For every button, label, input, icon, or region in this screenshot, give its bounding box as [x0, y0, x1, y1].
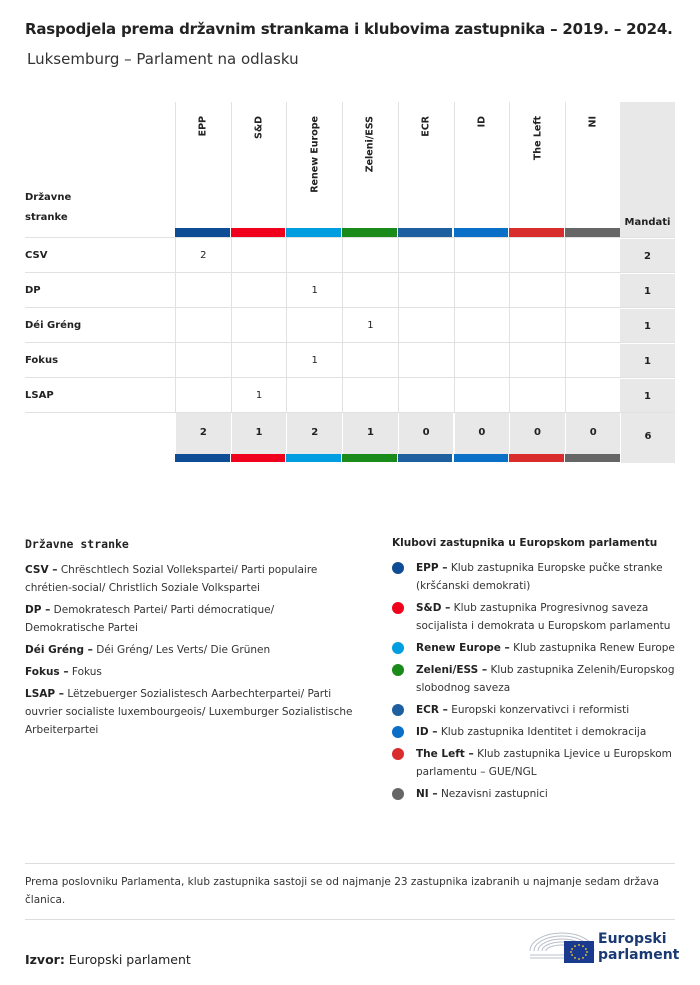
- group-header-4: [398, 102, 454, 238]
- political-group-legend-item: [392, 639, 682, 657]
- group-color-bar-bottom-1: [231, 453, 286, 462]
- party-name: CSV: [25, 250, 48, 261]
- group-color-bar-top-5: [454, 228, 509, 237]
- seat-cell: [175, 378, 231, 413]
- group-header-7: [565, 102, 621, 238]
- legend-abbr: NI –: [416, 788, 438, 800]
- seat-cell: [231, 238, 287, 273]
- legend-text: Demokratesch Partei/ Parti démocratique/ Demokratische Partei: [25, 604, 275, 634]
- political-group-legend-item: [392, 723, 682, 741]
- group-color-bar-top-6: [509, 228, 564, 237]
- seat-cell: [509, 238, 565, 273]
- legend-text: Klub zastupnika Renew Europe: [509, 642, 675, 654]
- mandati-cell: 1: [620, 378, 675, 413]
- national-party-legend-item: [25, 641, 355, 659]
- party-name: Déi Gréng: [25, 320, 82, 331]
- seat-cell: 1: [231, 378, 287, 413]
- table-row: [25, 307, 675, 342]
- group-header-5: [454, 102, 510, 238]
- political-group-legend-item: [392, 745, 682, 781]
- row-header-label: Državne stranke: [25, 192, 72, 223]
- legend-text: Klub zastupnika Identitet i demokracija: [437, 726, 647, 738]
- political-group-legend-item: [392, 785, 682, 803]
- total-cell: 0: [509, 413, 565, 454]
- seat-cell: [175, 343, 231, 378]
- totals-row: [25, 412, 675, 454]
- group-color-dot-icon: [392, 562, 404, 574]
- political-group-legend-item: [392, 559, 682, 595]
- seat-cell: [398, 343, 454, 378]
- grand-total-cell: 6: [620, 413, 675, 463]
- legend-national-parties: [25, 537, 355, 743]
- table-row: [25, 272, 675, 307]
- page-subtitle: Luksemburg – Parlament na odlasku: [27, 50, 299, 68]
- party-name: LSAP: [25, 390, 54, 401]
- group-color-dot-icon: [392, 602, 404, 614]
- legend-abbr: S&D –: [416, 602, 451, 614]
- legend-abbr: EPP –: [416, 562, 448, 574]
- table-row: [25, 237, 675, 272]
- legend-abbr: CSV –: [25, 564, 58, 576]
- group-color-bar-top-2: [286, 228, 341, 237]
- group-header-label: S&D: [253, 116, 265, 140]
- seat-cell: [398, 273, 454, 308]
- legend-text: Europski konzervativci i reformisti: [447, 704, 630, 716]
- party-name: DP: [25, 285, 41, 296]
- hemicycle-icon: [528, 927, 596, 967]
- footnote: Prema poslovniku Parlamenta, klub zastupnika sastoji se od najmanje 23 zastupnika izabranih u najmanje sedam država članica.: [25, 863, 675, 920]
- group-color-bar-top-7: [565, 228, 620, 237]
- group-color-dot-icon: [392, 664, 404, 676]
- seat-cell: [565, 308, 621, 343]
- seat-cell: [231, 343, 287, 378]
- group-color-bar-bottom-4: [398, 453, 453, 462]
- group-header-3: [342, 102, 398, 238]
- legend-abbr: Renew Europe –: [416, 642, 510, 654]
- seat-cell: 1: [286, 273, 342, 308]
- national-party-legend-item: [25, 601, 355, 637]
- group-color-dot-icon: [392, 704, 404, 716]
- ep-logo: [528, 927, 678, 967]
- seat-cell: [286, 238, 342, 273]
- political-group-legend-item: [392, 701, 682, 719]
- national-party-legend-item: [25, 663, 355, 681]
- total-cell: 1: [342, 413, 398, 454]
- group-color-bar-top-4: [398, 228, 453, 237]
- legend-abbr: DP –: [25, 604, 51, 616]
- group-header-label: ECR: [420, 116, 432, 137]
- ep-logo-line1: Europski: [598, 931, 667, 947]
- seat-cell: [509, 343, 565, 378]
- seat-cell: [565, 273, 621, 308]
- legend-abbr: ECR –: [416, 704, 448, 716]
- group-color-bar-bottom-5: [454, 453, 509, 462]
- source: [25, 952, 191, 967]
- group-header-6: [509, 102, 565, 238]
- legend-text: Nezavisni zastupnici: [437, 788, 548, 800]
- group-color-dot-icon: [392, 642, 404, 654]
- page-title: Raspodjela prema državnim strankama i klubovima zastupnika – 2019. – 2024.: [25, 20, 673, 38]
- group-color-bar-bottom-0: [175, 453, 230, 462]
- national-party-legend-item: [25, 561, 355, 597]
- mandati-cell: 2: [620, 238, 675, 273]
- ep-logo-text: [598, 931, 679, 963]
- group-header-label: Zeleni/ESS: [364, 116, 376, 173]
- seat-cell: [454, 273, 510, 308]
- group-color-bar-top-3: [342, 228, 397, 237]
- seat-cell: [286, 308, 342, 343]
- mandati-header: [620, 102, 675, 238]
- total-cell: 1: [231, 413, 287, 454]
- seat-cell: [231, 273, 287, 308]
- seat-cell: 2: [175, 238, 231, 273]
- legend-abbr: ID –: [416, 726, 438, 738]
- group-color-dot-icon: [392, 726, 404, 738]
- legend-abbr: LSAP –: [25, 688, 64, 700]
- legend-abbr: The Left –: [416, 748, 474, 760]
- seat-cell: [398, 238, 454, 273]
- total-cell: 0: [398, 413, 454, 454]
- group-color-bar-bottom-7: [565, 453, 620, 462]
- seat-cell: [454, 343, 510, 378]
- legend-text: Lëtzebuerger Sozialistesch Aarbechterpartei/ Parti ouvrier socialiste luxembourgeois/ Luxemburger Sozialistische Arbeiterpartei: [25, 688, 353, 736]
- legend-abbr: Zeleni/ESS –: [416, 664, 488, 676]
- total-cell: 2: [175, 413, 231, 454]
- group-header-label: The Left: [532, 116, 544, 161]
- legend-text: Fokus: [68, 666, 102, 678]
- seat-cell: 1: [286, 343, 342, 378]
- seat-cell: [565, 343, 621, 378]
- source-value: Europski parlament: [64, 952, 191, 967]
- mandati-cell: 1: [620, 273, 675, 308]
- group-header-2: [286, 102, 342, 238]
- group-color-bar-bottom-6: [509, 453, 564, 462]
- political-group-legend-item: [392, 661, 682, 697]
- legend-text: Klub zastupnika Progresivnog saveza socijalista i demokrata u Europskom parlamentu: [416, 602, 671, 632]
- legend-text: Klub zastupnika Ljevice u Europskom parlamentu – GUE/NGL: [416, 748, 672, 778]
- party-name: Fokus: [25, 355, 59, 366]
- political-group-legend-item: [392, 599, 682, 635]
- seat-cell: [342, 238, 398, 273]
- seat-cell: [509, 273, 565, 308]
- mandati-cell: 1: [620, 343, 675, 378]
- legend-text: Klub zastupnika Europske pučke stranke (kršćanski demokrati): [416, 562, 663, 592]
- mandati-header-label: Mandati: [624, 217, 671, 228]
- seat-cell: [565, 378, 621, 413]
- table-row: [25, 342, 675, 377]
- legend-abbr: Déi Gréng –: [25, 644, 93, 656]
- seat-cell: [454, 378, 510, 413]
- seat-cell: [342, 378, 398, 413]
- group-color-bar-bottom-2: [286, 453, 341, 462]
- seat-cell: [175, 273, 231, 308]
- group-header-label: Renew Europe: [309, 116, 321, 193]
- seat-cell: 1: [342, 308, 398, 343]
- seat-cell: [175, 308, 231, 343]
- legend-political-groups-title: Klubovi zastupnika u Europskom parlamentu: [392, 537, 658, 549]
- total-cell: 2: [286, 413, 342, 454]
- seat-cell: [342, 343, 398, 378]
- group-header-0: [175, 102, 231, 238]
- legend-text: Déi Gréng/ Les Verts/ Die Grünen: [92, 644, 271, 656]
- seat-cell: [398, 308, 454, 343]
- table-row: [25, 377, 675, 412]
- group-header-label: EPP: [197, 116, 209, 137]
- total-cell: 0: [565, 413, 621, 454]
- national-party-legend-item: [25, 685, 355, 739]
- seat-cell: [565, 238, 621, 273]
- group-header-label: NI: [587, 116, 599, 128]
- legend-national-parties-title: Državne stranke: [25, 537, 129, 551]
- seat-cell: [286, 378, 342, 413]
- group-color-dot-icon: [392, 788, 404, 800]
- legend-text: Klub zastupnika Zelenih/Europskog slobodnog saveza: [416, 664, 675, 694]
- seat-cell: [454, 238, 510, 273]
- group-color-bar-bottom-3: [342, 453, 397, 462]
- mandati-cell: 1: [620, 308, 675, 343]
- group-color-dot-icon: [392, 748, 404, 760]
- legend-text: Chrëschtlech Sozial Vollekspartei/ Parti populaire chrétien-social/ Christlich Soziale Volkspartei: [25, 564, 318, 594]
- legend-political-groups: [392, 537, 682, 807]
- seat-cell: [231, 308, 287, 343]
- group-header-label: ID: [476, 116, 488, 128]
- seat-cell: [342, 273, 398, 308]
- ep-logo-line2: parlament: [598, 947, 680, 963]
- legend-abbr: Fokus –: [25, 666, 69, 678]
- seat-cell: [509, 308, 565, 343]
- total-cell: 0: [454, 413, 510, 454]
- group-color-bar-top-1: [231, 228, 286, 237]
- group-color-bar-top-0: [175, 228, 230, 237]
- seat-cell: [509, 378, 565, 413]
- source-label: Izvor:: [25, 952, 65, 967]
- seat-cell: [398, 378, 454, 413]
- seat-cell: [454, 308, 510, 343]
- group-header-1: [231, 102, 287, 238]
